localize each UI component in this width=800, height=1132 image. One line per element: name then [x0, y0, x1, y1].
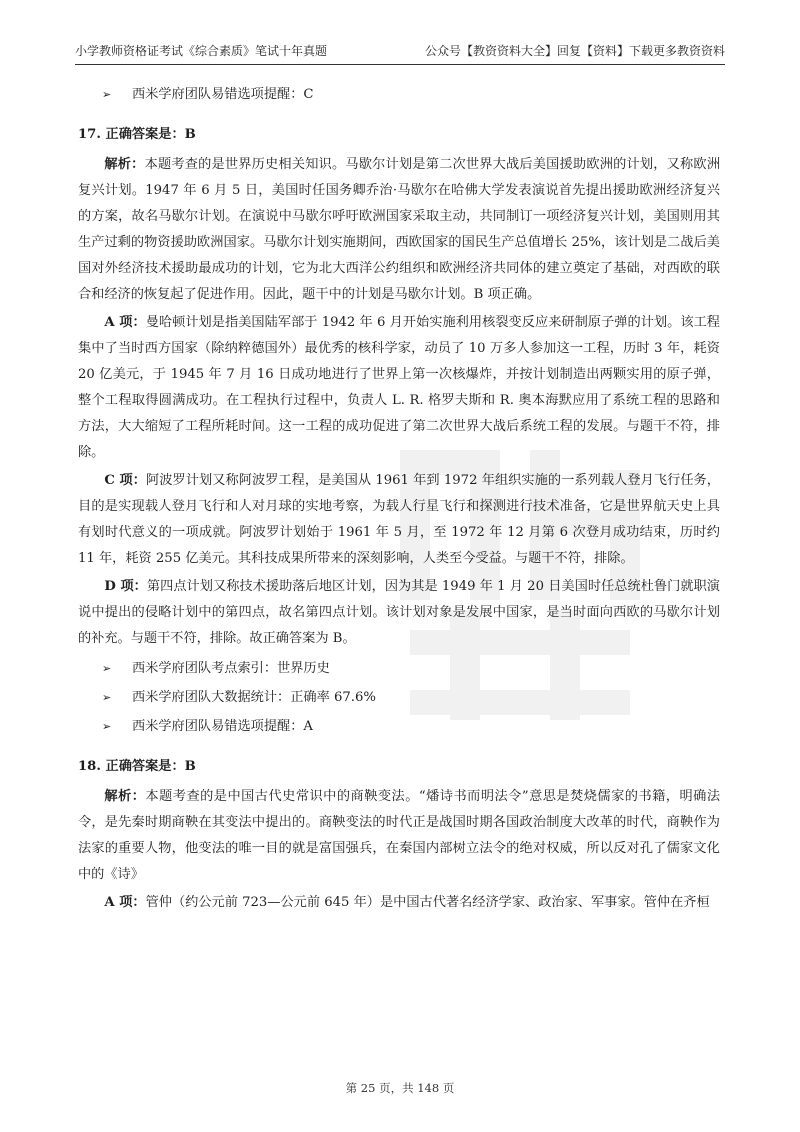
q18-analysis	[78, 784, 720, 888]
list-item	[78, 80, 720, 109]
page-content	[78, 80, 720, 918]
q17-answer-heading: 17. 正确答案是：B	[78, 127, 196, 142]
option-text: 曼哈顿计划是指美国陆军部于 1942 年 6 月开始实施利用核裂变反应来研制原子弹的计划。该工程集中了当时西方国家（除纳粹德国外）最优秀的核科学家，动员了 10 万多人参加这一工程，历时 3 年，耗资 20 亿美元，于 1945 年 7 月 16 日成功地进行了世界上第一次核爆炸，并按计划制造出两颗实用的原子弹，整个工程取得圆满成功。在工程执行过程中，负责人 L. R. 格罗夫斯和 R. 奥本海默应用了系统工程的思路和方法，大大缩短了工程所耗时间。这一工程的成功促进了第二次世界大战后系统工程的发展。与题干不符，排除。	[78, 315, 720, 460]
q18-option-a	[78, 890, 720, 916]
option-text: 管仲（约公元前 723—公元前 645 年）是中国古代著名经济学家、政治家、军事家。管仲在齐桓	[145, 895, 710, 910]
q17-bullets	[78, 654, 720, 741]
option-label: A 项：	[104, 895, 146, 910]
q17-option-a	[78, 310, 720, 466]
arrow-bullet-icon: ➢	[102, 720, 112, 733]
arrow-bullet-icon: ➢	[102, 691, 112, 704]
option-text: 第四点计划又称技术援助落后地区计划，因为其是 1949 年 1 月 20 日美国时任总统杜鲁门就职演说中提出的侵略计划中的第四点，故名第四点计划。该计划对象是发展中国家，是当时面向西欧的马歇尔计划的补充。与题干不符，排除。故正确答案为 B。	[78, 579, 720, 646]
analysis-label: 解析：	[104, 789, 146, 804]
arrow-bullet-icon: ➢	[102, 88, 112, 101]
option-label: C 项：	[104, 473, 147, 488]
option-label: A 项：	[104, 315, 146, 330]
q17-option-d	[78, 574, 720, 652]
header-title: 小学教师资格证考试《综合素质》笔试十年真题	[75, 44, 328, 58]
analysis-label: 解析：	[104, 157, 145, 172]
page-number: 第 25 页，共 148 页	[345, 1081, 455, 1095]
analysis-text: 本题考查的是世界历史相关知识。马歇尔计划是第二次世界大战后美国援助欧洲的计划，又称欧洲复兴计划。1947 年 6 月 5 日，美国时任国务卿乔治·马歇尔在哈佛大学发表演说首先提出援助欧洲经济复兴的方案，故名马歇尔计划。在演说中马歇尔呼吁欧洲国家采取主动，共同制订一项经济复兴计划，美国则用其生产过剩的物资援助欧洲国家。马歇尔计划实施期间，西欧国家的国民生产总值增长 25%，该计划是二战后美国对外经济技术援助最成功的计划，它为北大西洋公约组织和欧洲经济共同体的建立奠定了基础，对西欧的联合和经济的恢复起了促进作用。因此，题干中的计划是马歇尔计划。B 项正确。	[78, 157, 721, 302]
analysis-text: 本题考查的是中国古代史常识中的商鞅变法。“燔诗书而明法令”意思是焚烧儒家的书籍，明确法令，是先秦时期商鞅在其变法中提出的。商鞅变法的时代正是战国时期各国政治制度大改革的时代，商鞅作为法家的重要人物，他变法的唯一目的就是富国强兵，在秦国内部树立法令的绝对权威，所以反对孔了儒家文化中的《诗》	[78, 789, 721, 882]
option-label: D 项：	[104, 579, 147, 594]
bullet-text: 西米学府团队易错选项提醒：A	[132, 719, 313, 734]
q18-answer-heading: 18. 正确答案是：B	[78, 759, 196, 774]
list-item	[78, 683, 720, 712]
bullet-text: 西米学府团队大数据统计：正确率 67.6%	[132, 690, 376, 705]
header-promo: 公众号【教资资料大全】回复【资料】下载更多教资资料	[424, 44, 725, 58]
q17-option-c	[78, 468, 720, 572]
option-text: 阿波罗计划又称阿波罗工程，是美国从 1961 年到 1972 年组织实施的一系列载人登月飞行任务，目的是实现载人登月飞行和人对月球的实地考察，为载人行星飞行和探测进行技术准备，它是世界航天史上具有划时代意义的一项成就。阿波罗计划始于 1961 年 5 月，至 1972 年 12 月第 6 次登月成功结束，历时约 11 年，耗资 255 亿美元。其科技成果所带来的深刻影响，人类至今受益。与题干不符，排除。	[78, 473, 720, 566]
arrow-bullet-icon: ➢	[102, 662, 112, 675]
bullet-text: 西米学府团队考点索引：世界历史	[132, 661, 330, 676]
page-header	[75, 40, 725, 65]
list-item	[78, 712, 720, 741]
q17-analysis	[78, 152, 720, 308]
bullet-text: 西米学府团队易错选项提醒：C	[132, 87, 314, 102]
list-item	[78, 654, 720, 683]
